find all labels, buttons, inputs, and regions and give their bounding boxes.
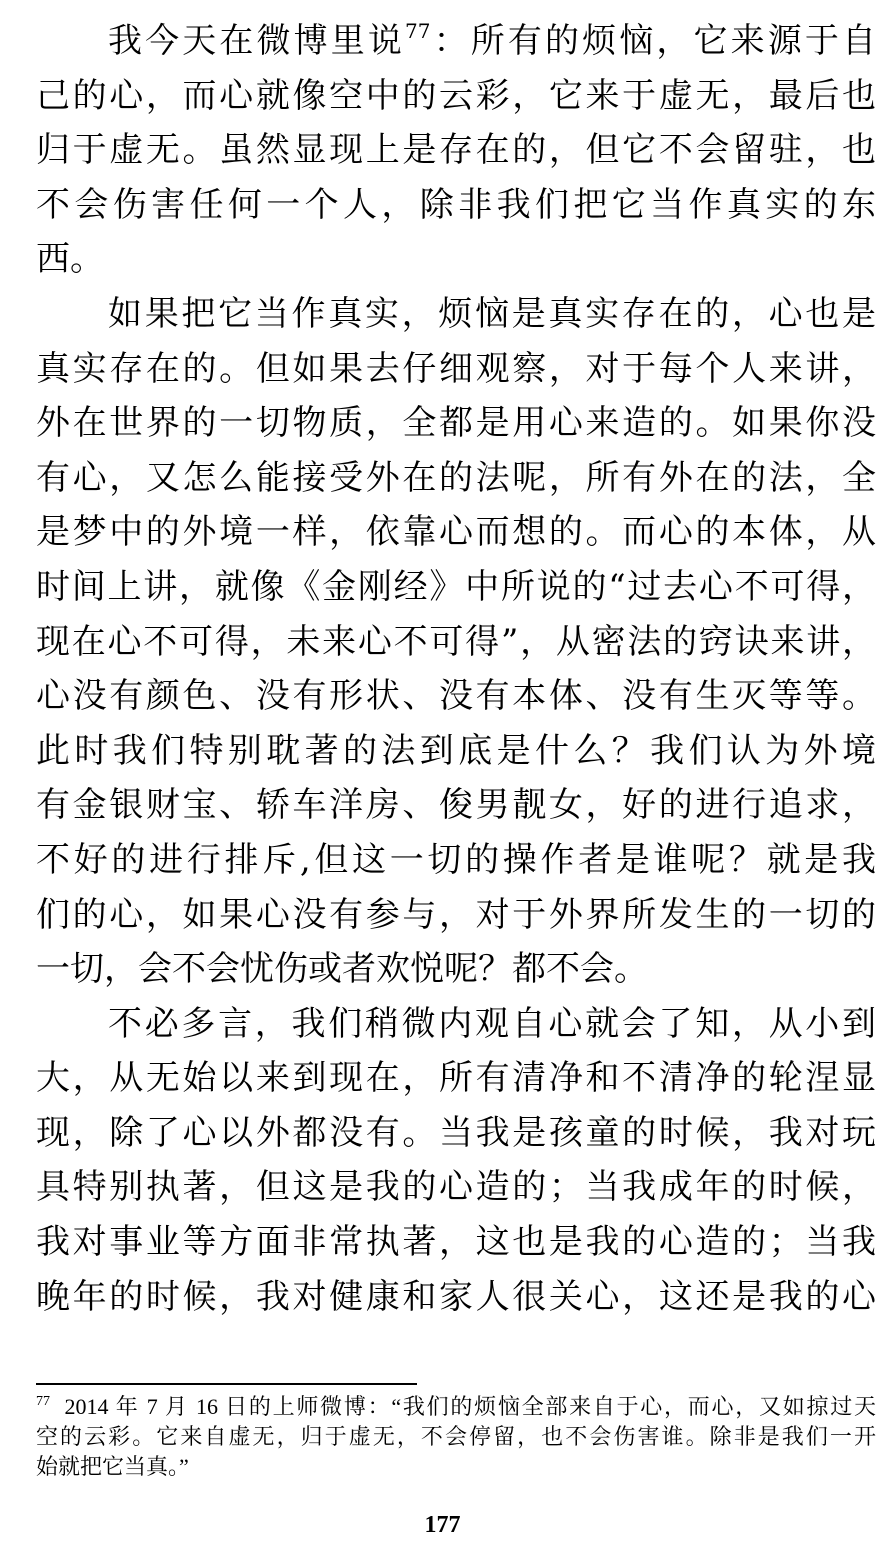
text-line: 心没有颜色、没有形状、没有本体、没有生灭等等。 (36, 676, 876, 717)
footnote-divider (36, 1383, 417, 1385)
text-line: 此时我们特别耽著的法到底是什么？我们认为外境 (36, 730, 876, 771)
footnote-line: $^{77}$ 2014 年 7 月 16 日的上师微博：“我们的烦恼全部来自于心，而心，又如掠过天 (36, 1394, 876, 1419)
text-line: 具特别执著，但这是我的心造的；当我成年的时候， (36, 1167, 876, 1208)
text-line: 现在心不可得，未来心不可得”，从密法的窍诀来讲， (36, 621, 876, 662)
text-line: 大，从无始以来到现在，所有清净和不清净的轮涅显 (36, 1058, 876, 1099)
text-line: 时间上讲，就像《金刚经》中所说的“过去心不可得， (36, 566, 876, 607)
footnote-mark: 77 (36, 1394, 50, 1409)
main-text (36, 14, 876, 1324)
text-line: 不会伤害任何一个人，除非我们把它当作真实的东 (36, 184, 876, 225)
footnote-line: 空的云彩。它来自虚无，归于虚无，不会停留，也不会伤害谁。除非是我们一开 (36, 1424, 876, 1449)
footnote-reference[interactable]: 77 (405, 19, 431, 43)
text-line: 是梦中的外境一样，依靠心而想的。而心的本体，从 (36, 512, 876, 553)
text-line: 有金银财宝、轿车洋房、俊男靓女，好的进行追求， (36, 785, 876, 826)
text-line: 归于虚无。虽然显现上是存在的，但它不会留驻，也 (36, 130, 876, 171)
text-line: 有心，又怎么能接受外在的法呢，所有外在的法，全 (36, 457, 876, 498)
paragraph (36, 14, 876, 287)
text-line: 们的心，如果心没有参与，对于外界所发生的一切的 (36, 894, 876, 935)
text-line: 不好的进行排斥,但这一切的操作者是谁呢？就是我 (36, 839, 876, 880)
text-line: 西。 (36, 239, 104, 280)
text-line: 我对事业等方面非常执著，这也是我的心造的；当我 (36, 1222, 876, 1263)
text-line: 己的心，而心就像空中的云彩，它来于虚无，最后也 (36, 75, 876, 116)
footnote (36, 1392, 876, 1482)
text-line: 真实存在的。但如果去仔细观察，对于每个人来讲， (36, 348, 876, 389)
text-line: 如果把它当作真实，烦恼是真实存在的，心也是 (108, 293, 876, 334)
text-line: 外在世界的一切物质，全都是用心来造的。如果你没 (36, 403, 876, 444)
text-line: 现，除了心以外都没有。当我是孩童的时候，我对玩 (36, 1112, 876, 1153)
paragraph (36, 287, 876, 997)
page-number: 177 (424, 1512, 461, 1538)
text-line: 晚年的时候，我对健康和家人很关心，这还是我的心 (36, 1276, 876, 1317)
paragraph (36, 997, 876, 1325)
text-line: 不必多言，我们稍微内观自心就会了知，从小到 (108, 1003, 876, 1044)
text-line: 我今天在微博里说$^{77}$：所有的烦恼，它来源于自 (108, 19, 877, 61)
text-line: 一切，会不会忧伤或者欢悦呢？都不会。 (36, 949, 648, 990)
footnote-line: 始就把它当真。” (36, 1454, 189, 1479)
